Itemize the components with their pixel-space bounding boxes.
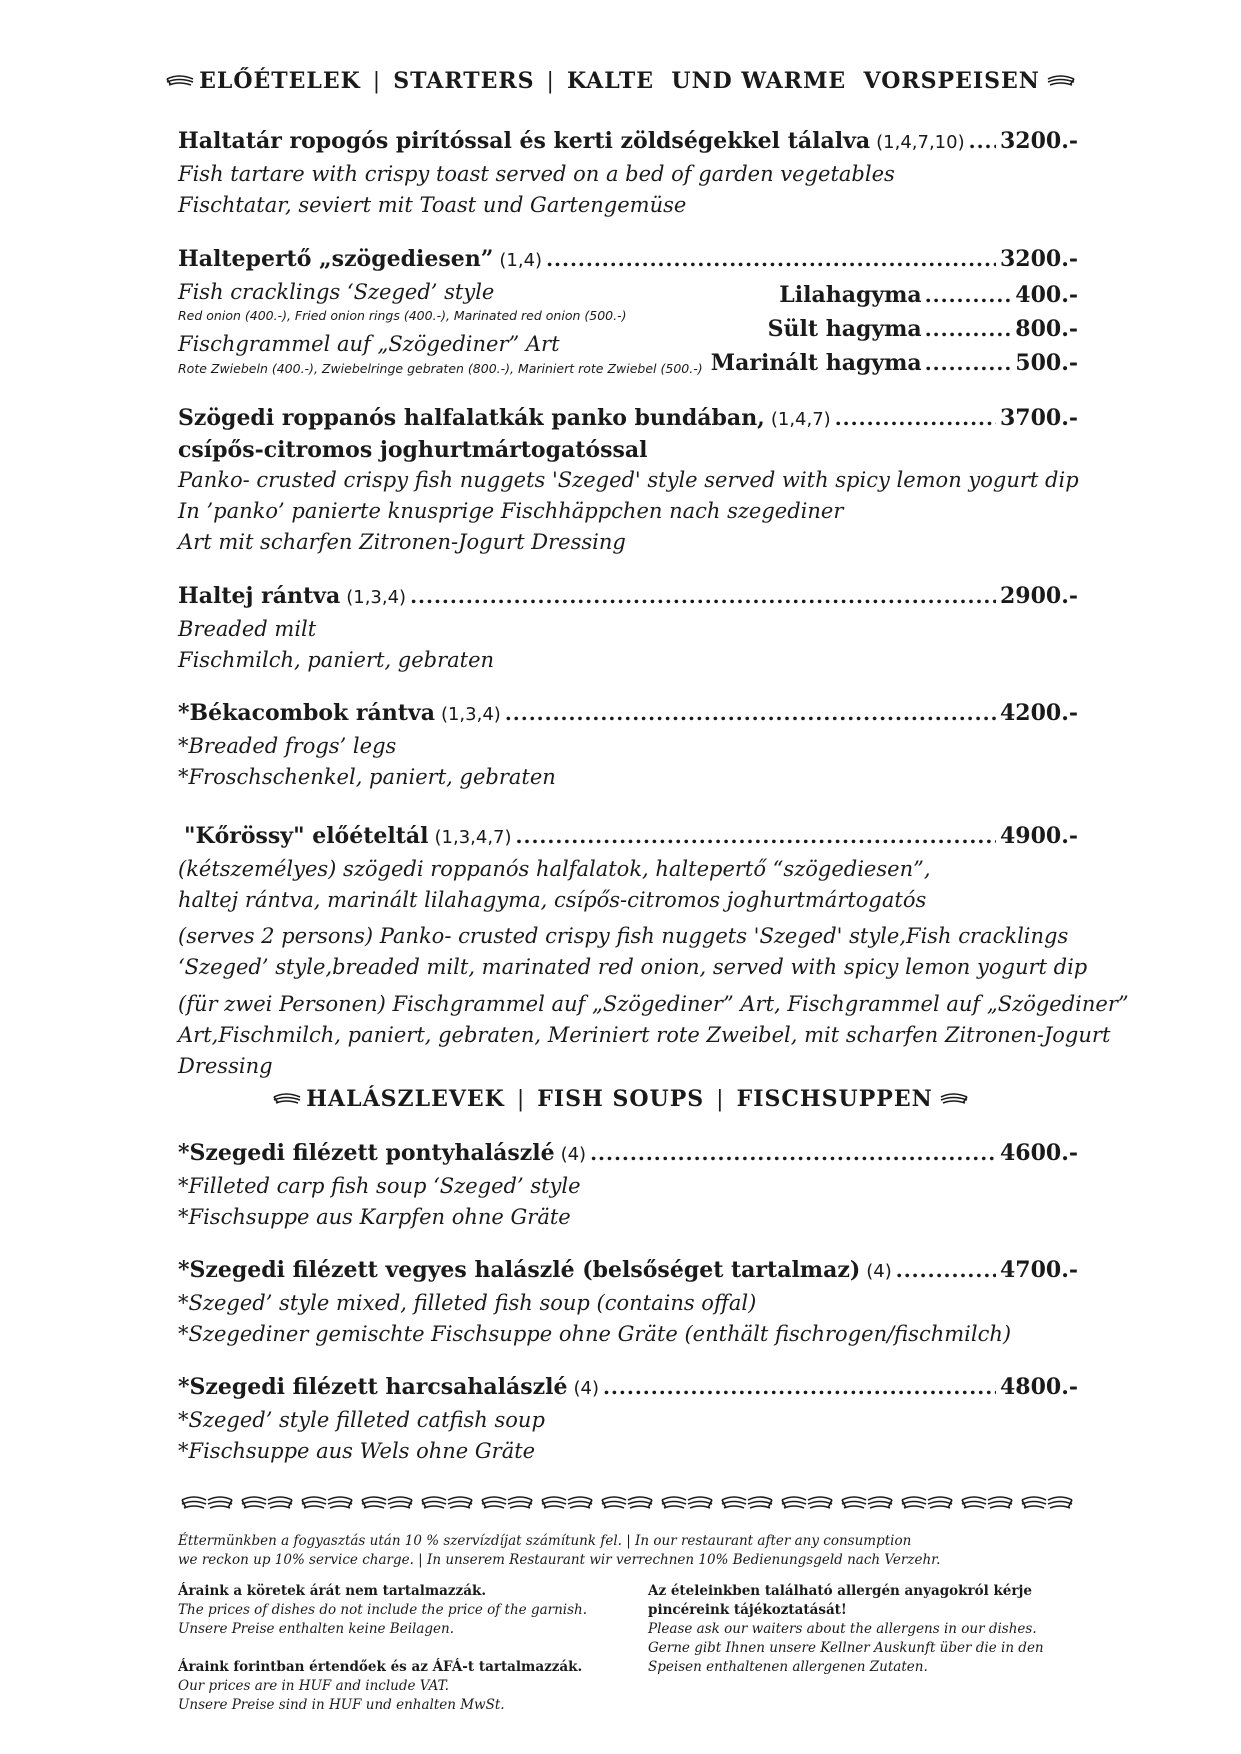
fish-pair-icon [242, 1497, 292, 1508]
item-name: *Szegedi filézett harcsahalászlé [178, 1374, 568, 1400]
item-price: 4900.- [999, 823, 1078, 849]
allergen-note-de: Gerne gibt Ihnen unsere Kellner Auskunft über die in den [648, 1640, 1044, 1656]
item-side-prices-de: Rote Zwiebeln (400.-), Zwiebelringe gebraten (800.-), Mariniert rote Zwiebel (500.-) [178, 361, 703, 376]
item-description-en: *Szeged’ style filleted catfish soup [178, 1408, 545, 1432]
garnish-note-de: Unsere Preise enthalten keine Beilagen. [178, 1621, 455, 1637]
item-description-de: *Froschschenkel, paniert, gebraten [178, 765, 556, 789]
item-name: Szögedi roppanós halfalatkák panko bundában, [178, 405, 765, 431]
fish-pair-icon [602, 1497, 652, 1508]
fish-pair-icon [782, 1497, 832, 1508]
vat-note-en: Our prices are in HUF and include VAT. [178, 1678, 449, 1694]
item-description-en: *Breaded frogs’ legs [178, 734, 397, 758]
leader-dots [505, 701, 996, 725]
fish-ornament-icon [165, 73, 195, 91]
fish-pair-icon [1022, 1497, 1072, 1508]
onion-option-marinated: Marinált hagyma ........... 500.- [710, 350, 1078, 376]
item-description-en: (serves 2 persons) Panko- crusted crispy fish nuggets 'Szeged' style,Fish cracklings [178, 924, 1069, 948]
item-allergens: (4) [573, 1378, 599, 1399]
item-price: 4700.- [999, 1257, 1078, 1283]
item-description-en: *Szeged’ style mixed, filleted fish soup (contains offal) [178, 1291, 757, 1315]
leader-dots [516, 824, 996, 848]
header-separator: | [716, 1087, 725, 1112]
fish-pair-icon [542, 1497, 592, 1508]
garnish-note [178, 1582, 618, 1639]
header-part: HALÁSZLEVEK [306, 1086, 505, 1112]
fish-pair-icon [182, 1497, 232, 1508]
item-description-de: *Szegediner gemischte Fischsuppe ohne Gräte (enthält fischrogen/fischmilch) [178, 1322, 1012, 1346]
item-description-hu: (kétszemélyes) szögedi roppanós halfalatok, haltepertő “szögediesen”, [178, 857, 931, 881]
item-name: Haltatár ropogós pirítóssal és kerti zöldségekkel tálalva [178, 128, 871, 154]
item-price: 3200.- [999, 128, 1078, 154]
vat-note [178, 1658, 618, 1715]
fish-ornament-icon [272, 1091, 302, 1109]
item-name: *Szegedi filézett pontyhalászlé [178, 1140, 555, 1166]
item-description-en-continued: ‘Szeged’ style,breaded milt, marinated red onion, served with spicy lemon yogurt dip [178, 955, 1088, 979]
item-description-de: Fischmilch, paniert, gebraten [178, 648, 495, 672]
service-charge-line: Éttermünkben a fogyasztás után 10 % szervízdíjat számítunk fel. | In our restaurant after any consumption [178, 1533, 912, 1549]
service-charge-note [178, 1532, 1078, 1570]
item-name: Haltepertő „szögediesen” [178, 246, 494, 272]
fish-pair-icon [662, 1497, 712, 1508]
fish-pair-icon [902, 1497, 952, 1508]
fish-pair-icon [962, 1497, 1012, 1508]
item-description-en: Fish tartare with crispy toast served on a bed of garden vegetables [178, 162, 895, 186]
item-description-de: *Fischsuppe aus Karpfen ohne Gräte [178, 1205, 571, 1229]
item-price: 4800.- [999, 1374, 1078, 1400]
item-description-de: Fischgrammel auf „Szögediner” Art [178, 332, 560, 356]
fish-soups-header [0, 1086, 1241, 1112]
header-part: ELŐÉTELEK [199, 68, 361, 94]
item-description-en: Fish cracklings ‘Szeged’ style [178, 280, 495, 304]
item-description-de-continued: Art mit scharfen Zitronen-Jogurt Dressing [178, 530, 626, 554]
fish-ornament-icon [1046, 73, 1076, 91]
onion-option-red: Lilahagyma ........... 400.- [779, 282, 1078, 308]
leader-dots [410, 584, 996, 608]
item-name: *Szegedi filézett vegyes halászlé (belsőséget tartalmaz) [178, 1257, 861, 1283]
leader-dots [969, 129, 996, 153]
leader-dots [546, 247, 996, 271]
item-price: 4200.- [999, 700, 1078, 726]
fish-pair-icon [422, 1497, 472, 1508]
header-part: FISH SOUPS [537, 1086, 705, 1112]
fish-pair-icon [302, 1497, 352, 1508]
item-allergens: (1,4,7) [770, 409, 831, 430]
item-description-hu-continued: haltej rántva, marinált lilahagyma, csípős-citromos joghurtmártogatós [178, 888, 927, 912]
service-charge-line: we reckon up 10% service charge. | In unserem Restaurant wir verrechnen 10% Bedienungsgeld nach Verzehr. [178, 1552, 941, 1568]
item-price: 3700.- [999, 405, 1078, 431]
item-allergens: (4) [560, 1144, 587, 1165]
fish-pair-icon [482, 1497, 532, 1508]
leader-dots [896, 1258, 996, 1282]
item-price: 4600.- [999, 1140, 1078, 1166]
fish-ornament-divider [178, 1490, 1078, 1520]
item-name: *Békacombok rántva [178, 700, 435, 726]
item-allergens: (1,3,4) [346, 587, 407, 608]
item-allergens: (1,3,4,7) [434, 827, 512, 848]
vat-note-hu: Áraink forintban értendőek és az ÁFÁ-t tartalmazzák. [178, 1659, 583, 1675]
fish-pair-icon [842, 1497, 892, 1508]
header-separator: | [372, 69, 382, 94]
item-allergens: (1,3,4) [440, 704, 501, 725]
header-part: FISCHSUPPEN [736, 1086, 933, 1112]
starters-header [0, 68, 1241, 94]
allergen-note-de-continued: Speisen enthaltenen allergenen Zutaten. [648, 1659, 928, 1675]
allergen-note-hu-continued: pincéreink tájékoztatását! [648, 1602, 847, 1618]
leader-dots [835, 406, 996, 430]
item-description-de: *Fischsuppe aus Wels ohne Gräte [178, 1439, 536, 1463]
vat-note-de: Unsere Preise sind in HUF und enhalten MwSt. [178, 1697, 505, 1713]
item-side-prices-en: Red onion (400.-), Fried onion rings (400.-), Marinated red onion (500.-) [178, 308, 627, 323]
leader-dots [590, 1141, 996, 1165]
garnish-note-en: The prices of dishes do not include the price of the garnish. [178, 1602, 588, 1618]
header-separator: | [546, 69, 555, 94]
item-description-de-end: Dressing [178, 1054, 273, 1078]
header-part: STARTERS [393, 68, 535, 94]
item-allergens: (1,4) [499, 250, 543, 271]
fish-pair-icon [722, 1497, 772, 1508]
item-name-continued: csípős-citromos joghurtmártogatóssal [178, 437, 648, 463]
fish-pair-icon [362, 1497, 412, 1508]
header-separator: | [516, 1087, 526, 1112]
item-price: 3200.- [999, 246, 1078, 272]
allergen-note-hu: Az ételeinkben található allergén anyagokról kérje [648, 1583, 1032, 1599]
item-description-de: Fischtatar, seviert mit Toast und Gartengemüse [178, 193, 687, 217]
header-part: KALTE UND WARME VORSPEISEN [566, 68, 1040, 94]
item-price: 2900.- [999, 583, 1078, 609]
item-name: "Kőrössy" előételtál [184, 823, 429, 849]
item-description-de-continued: Art,Fischmilch, paniert, gebraten, Meriniert rote Zweibel, mit scharfen Zitronen-Jogurt [178, 1023, 1111, 1047]
item-description-en: *Filleted carp fish soup ‘Szeged’ style [178, 1174, 581, 1198]
item-description-en: Breaded milt [178, 617, 317, 641]
allergen-note [648, 1582, 1068, 1677]
leader-dots [603, 1375, 996, 1399]
item-allergens: (4) [866, 1261, 892, 1282]
garnish-note-hu: Áraink a köretek árát nem tartalmazzák. [178, 1583, 487, 1599]
allergen-note-en: Please ask our waiters about the allergens in our dishes. [648, 1621, 1037, 1637]
item-description-de: (für zwei Personen) Fischgrammel auf „Szögediner” Art, Fischgrammel auf „Szögediner” [178, 992, 1129, 1016]
item-description-en: Panko- crusted crispy fish nuggets 'Szeged' style served with spicy lemon yogurt dip [178, 468, 1079, 492]
item-name: Haltej rántva [178, 583, 341, 609]
item-allergens: (1,4,7,10) [876, 132, 965, 153]
fish-ornament-icon [939, 1091, 969, 1109]
onion-option-fried: Sült hagyma ........... 800.- [767, 316, 1078, 342]
item-description-de: In ’panko’ panierte knusprige Fischhäppchen nach szegediner [178, 499, 844, 523]
